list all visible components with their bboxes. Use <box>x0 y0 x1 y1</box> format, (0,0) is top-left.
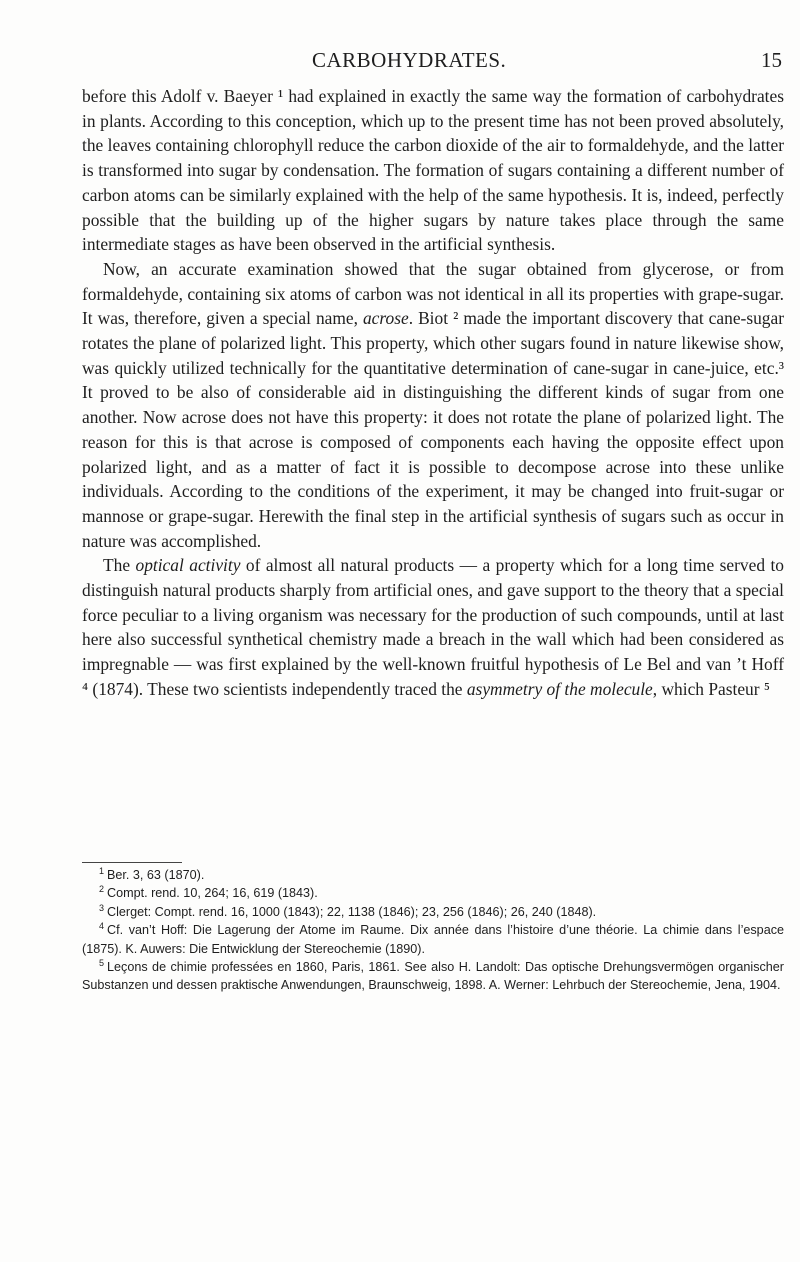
footnote-text: Leçons de chimie professées en 1860, Paris, 1861. See also H. Landolt: Das optische Drehungsvermögen organischer Substanzen und dessen praktische Anwendungen, Braunschweig, 1898. A. Werner: Lehrbuch der Stereochemie, Jena, 1904. <box>82 960 784 993</box>
paragraph-3-part-c: , which Pasteur ⁵ <box>652 678 770 699</box>
acrose-term: acrose <box>362 308 409 329</box>
footnote-4 <box>82 921 784 958</box>
paragraph-1: before this Adolf v. Baeyer ¹ had explained in exactly the same way the formation of carbohydrates in plants. According to this conception, which up to the present time has not been proved absolutely, the leaves containing chlorophyll reduce the carbon dioxide of the air to formaldehyde, and the latter is transformed into sugar by condensation. The formation of sugars containing a different number of carbon atoms can be similarly explained with the help of the same hypothesis. It is, indeed, perfectly possible that the building up of the higher sugars by nature takes place through the same intermediate stages as have been observed in the artificial synthesis. <box>82 86 784 255</box>
footnote-text: Cf. van’t Hoff: Die Lagerung der Atome im Raume. Dix année dans l’histoire d’une théorie. La chimie dans l’espace (1875). K. Auwers: Die Entwicklung der Stereochemie (1890). <box>82 923 784 956</box>
paragraph-3-part-b: of almost all natural products — a property which for a long time served to distinguish natural products sharply from artificial ones, and gave support to the theory that a special force peculiar to a living organism was necessary for the production of such compounds, until at last here also successful synthetical chemistry made a breach in the wall which had been considered as impregnable — was first explained by the well-known fruitful hypothesis of Le Bel and van ’t Hoff ⁴ (1874). These two scientists independently traced the <box>82 555 784 699</box>
body-text <box>82 84 784 702</box>
paragraph-3-part-a: The <box>103 555 136 576</box>
footnote-number: 4 <box>99 921 105 932</box>
asymmetry-term: asymmetry of the molecule <box>466 678 653 699</box>
footnote-number: 3 <box>99 902 105 913</box>
footnote-text: Compt. rend. 10, 264; 16, 619 (1843). <box>107 886 318 901</box>
paragraph-2-part-b: . Biot ² made the important discovery that cane-sugar rotates the plane of polarized light. This property, which other sugars found in nature likewise show, was quickly utilized technically for the quantitative determination of cane-sugar in cane-juice, etc.³ It proved to be also of considerable aid in distinguishing the different kinds of sugar from one another. Now acrose does not have this property: it does not rotate the plane of polarized light. The reason for this is that acrose is composed of components each having the opposite effect upon polarized light, and as a matter of fact it is possible to decompose acrose into these unlike individuals. According to the conditions of the experiment, it may be changed into fruit-sugar or mannose or grape-sugar. Herewith the final step in the artificial synthesis of sugars such as occur in nature was accomplished. <box>82 308 784 551</box>
paragraph-2 <box>82 257 784 553</box>
footnote-number: 1 <box>99 865 105 876</box>
page-header <box>82 48 782 72</box>
paragraph-2-part-a: Now, an accurate examination showed that the sugar obtained from glycerose, or from formaldehyde, containing six atoms of carbon was not identical in all its properties with grape-sugar. It was, therefore, given a special name, <box>82 258 784 329</box>
footnote-text: Ber. 3, 63 (1870). <box>107 868 205 882</box>
running-title: CARBOHYDRATES. <box>312 48 507 72</box>
page-number: 15 <box>761 48 782 72</box>
footnote-3 <box>82 903 784 921</box>
footnote-5 <box>82 958 784 995</box>
footnote-number: 5 <box>99 957 105 968</box>
paragraph-3 <box>82 553 784 701</box>
footnote-text: Clerget: Compt. rend. 16, 1000 (1843); 22, 1138 (1846); 23, 256 (1846); 26, 240 (1848). <box>107 904 597 919</box>
footnote-number: 2 <box>99 884 105 895</box>
optical-activity-term: optical activity <box>135 555 241 576</box>
footnote-1 <box>82 866 784 884</box>
footnote-divider <box>82 862 182 863</box>
footnote-2 <box>82 884 784 902</box>
footnotes <box>82 866 784 995</box>
